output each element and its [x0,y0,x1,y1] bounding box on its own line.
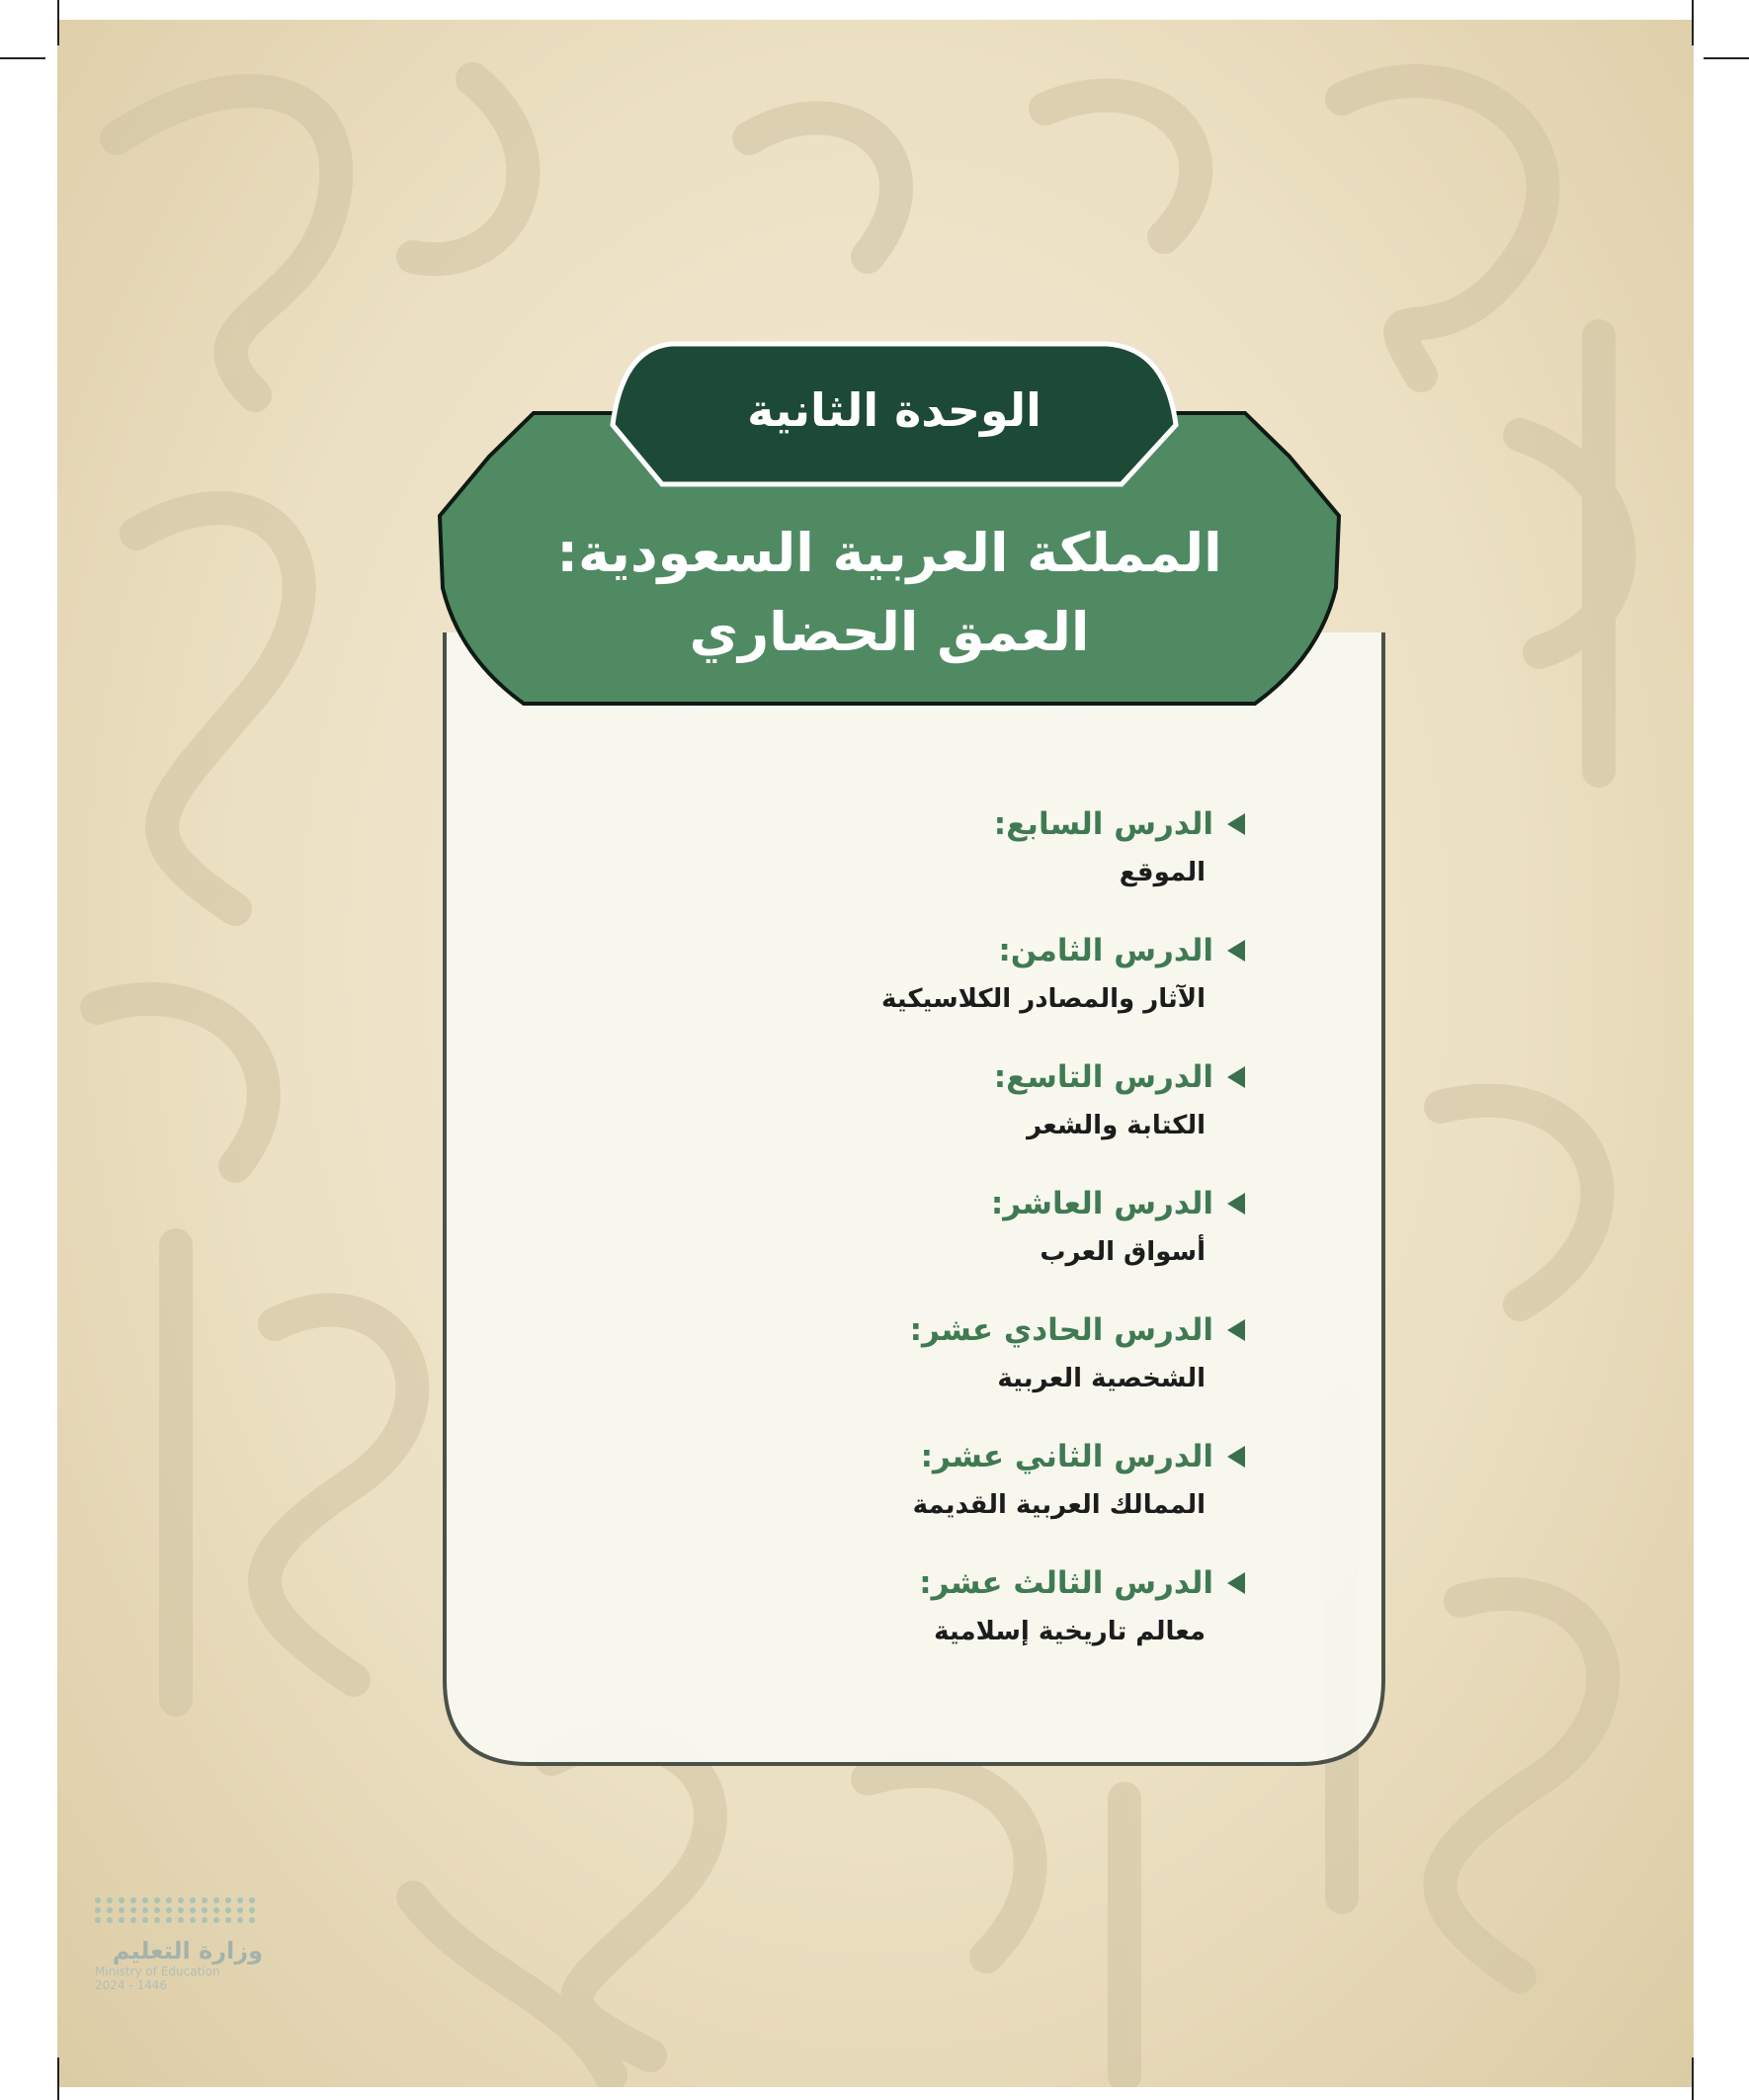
lesson-title: الكتابة والشعر [1027,1111,1206,1140]
triangle-left-icon [1227,1193,1245,1215]
lesson-label: الدرس الثالث عشر: [919,1565,1213,1601]
lesson-label: الدرس الحادي عشر: [909,1312,1213,1348]
lesson-title: الشخصية العربية [997,1364,1206,1393]
ministry-logo [95,1897,263,1992]
lesson-title: الموقع [1119,858,1206,887]
lesson-label: الدرس الثاني عشر: [920,1439,1213,1474]
triangle-left-icon [1227,1319,1245,1341]
ministry-year: 2024 - 1446 [95,1978,168,1992]
triangle-left-icon [1227,1066,1245,1088]
lesson-list [692,800,1245,1686]
title-line-1: المملكة العربية السعودية: [556,522,1222,584]
main-title [464,514,1314,672]
list-item[interactable] [692,800,1245,927]
list-item[interactable] [692,1559,1245,1686]
lesson-title: الآثار والمصادر الكلاسيكية [880,984,1206,1014]
ministry-dots-icon [95,1897,263,1923]
lesson-title: الممالك العربية القديمة [912,1490,1206,1520]
list-item[interactable] [692,1306,1245,1433]
list-item[interactable] [692,1053,1245,1180]
ministry-name-ar: وزارة التعليم [112,1937,263,1965]
lesson-label: الدرس السابع: [993,806,1213,842]
list-item[interactable] [692,1433,1245,1559]
triangle-left-icon [1227,1572,1245,1594]
triangle-left-icon [1227,813,1245,835]
unit-title: الوحدة الثانية [747,383,1041,437]
triangle-left-icon [1227,1446,1245,1468]
list-item[interactable] [692,927,1245,1053]
triangle-left-icon [1227,940,1245,962]
lesson-label: الدرس العاشر: [990,1186,1213,1221]
lesson-title: أسواق العرب [1040,1237,1206,1267]
title-line-2: العمق الحضاري [689,601,1090,663]
lesson-title: معالم تاريخية إسلامية [934,1617,1206,1646]
lesson-label: الدرس الثامن: [998,933,1213,968]
list-item[interactable] [692,1180,1245,1306]
lesson-label: الدرس التاسع: [993,1059,1213,1095]
ministry-name-en: Ministry of Education [95,1965,220,1978]
